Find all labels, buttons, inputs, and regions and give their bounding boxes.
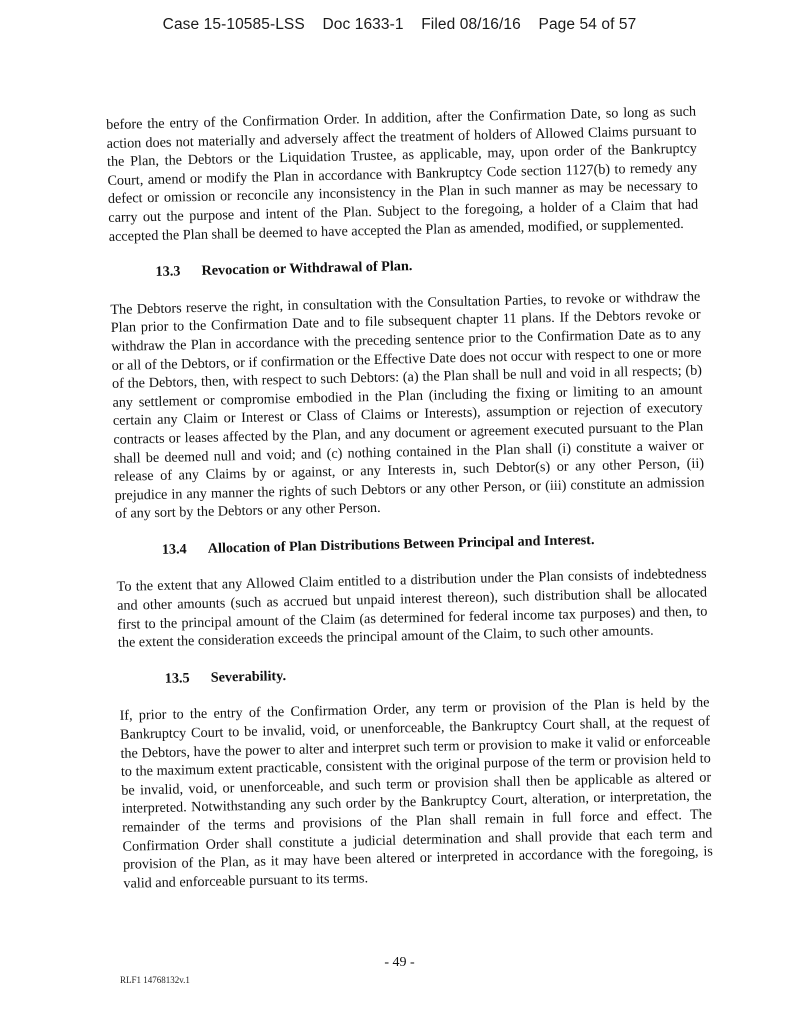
section-title: Allocation of Plan Distributions Between Principal and Interest. (207, 531, 595, 557)
section-heading-13-3 (109, 251, 699, 283)
case-number: Case 15-10585-LSS (162, 16, 305, 33)
section-number: 13.4 (161, 541, 187, 558)
section-number: 13.3 (155, 263, 181, 281)
document-number: Doc 1633-1 (322, 16, 404, 33)
case-header (0, 16, 799, 34)
page-of-total: Page 54 of 57 (538, 16, 637, 33)
filed-date: Filed 08/16/16 (421, 16, 521, 33)
document-id: RLF1 14768132v.1 (120, 975, 190, 985)
intro-paragraph: before the entry of the Confirmation Order. In addition, after the Confirmation Date, so long as such action does not materially and adversely affect the treatment of holders of Allowed Claims pursuant to the Plan, the Debtors or the Liquidation Trustee, as applicable, may, upon order of the Bankruptcy Court, amend or modify the Plan in accordance with Bankruptcy Code section 1127(b) to remedy any defect or omission or reconcile any inconsistency in the Plan in such manner as may be necessary to carry out the purpose and intent of the Plan. Subject to the foregoing, a holder of a Claim that had accepted the Plan shall be deemed to have accepted the Plan as amended, modified, or supplemented. (106, 103, 699, 245)
section-heading-13-5 (119, 657, 709, 689)
section-title: Revocation or Withdrawal of Plan. (201, 258, 413, 280)
page-number: - 49 - (384, 955, 415, 970)
section-title: Severability. (210, 667, 287, 686)
section-paragraph-13-5: If, prior to the entry of the Confirmation Order, any term or provision of the Plan is held by the Bankruptcy Court to be invalid, void, or unenforceable, the Bankruptcy Court shall, at the request of the Debtors, have the power to alter and interpret such term or provision to make it valid or enforceable to the maximum extent practicable, consistent with the original purpose of the term or provision held to be invalid, void, or unenforceable, and such term or provision shall then be applicable as altered or interpreted. Notwithstanding any such order by the Bankruptcy Court, alteration, or interpretation, the remainder of the terms and provisions of the Plan shall remain in full force and effect. The Confirmation Order shall constitute a judicial determination and shall provide that each term and provision of the Plan, as it may have been altered or interpreted in accordance with the foregoing, is valid and enforceable pursuant to its terms. (119, 694, 714, 892)
document-body (106, 103, 713, 894)
section-heading-13-4 (116, 528, 706, 560)
section-number: 13.5 (164, 670, 190, 687)
section-paragraph-13-4: To the extent that any Allowed Claim entitled to a distribution under the Plan consists of indebtedness and other amounts (such as accrued but unpaid interest thereon), such distribution shall be allocated first to the principal amount of the Claim (as determined for federal income tax purposes) and then, to the extent the consideration exceeds the principal amount of the Claim, to such other amounts. (116, 565, 708, 652)
section-paragraph-13-3: The Debtors reserve the right, in consultation with the Consultation Parties, to revoke or withdraw the Plan prior to the Confirmation Date and to file subsequent chapter 11 plans. If the Debtors revoke or withdraw the Plan in accordance with the preceding sentence prior to the Confirmation Date as to any or all of the Debtors, or if confirmation or the Effective Date does not occur with respect to one or more of the Debtors, then, with respect to such Debtors: (a) the Plan shall be null and void in all respects; (b) any settlement or compromise embodied in the Plan (including the fixing or limiting to an amount certain any Claim or Interest or Class of Claims or Interests), assumption or rejection of executory contracts or leases affected by the Plan, and any document or agreement executed pursuant to the Plan shall be deemed null and void; and (c) nothing contained in the Plan shall (i) constitute a waiver or release of any Claims by or against, or any Interests in, such Debtor(s) or any other Person, (ii) prejudice in any manner the rights of such Debtors or any other Person, or (iii) constitute an admission of any sort by the Debtors or any other Person. (110, 288, 705, 523)
